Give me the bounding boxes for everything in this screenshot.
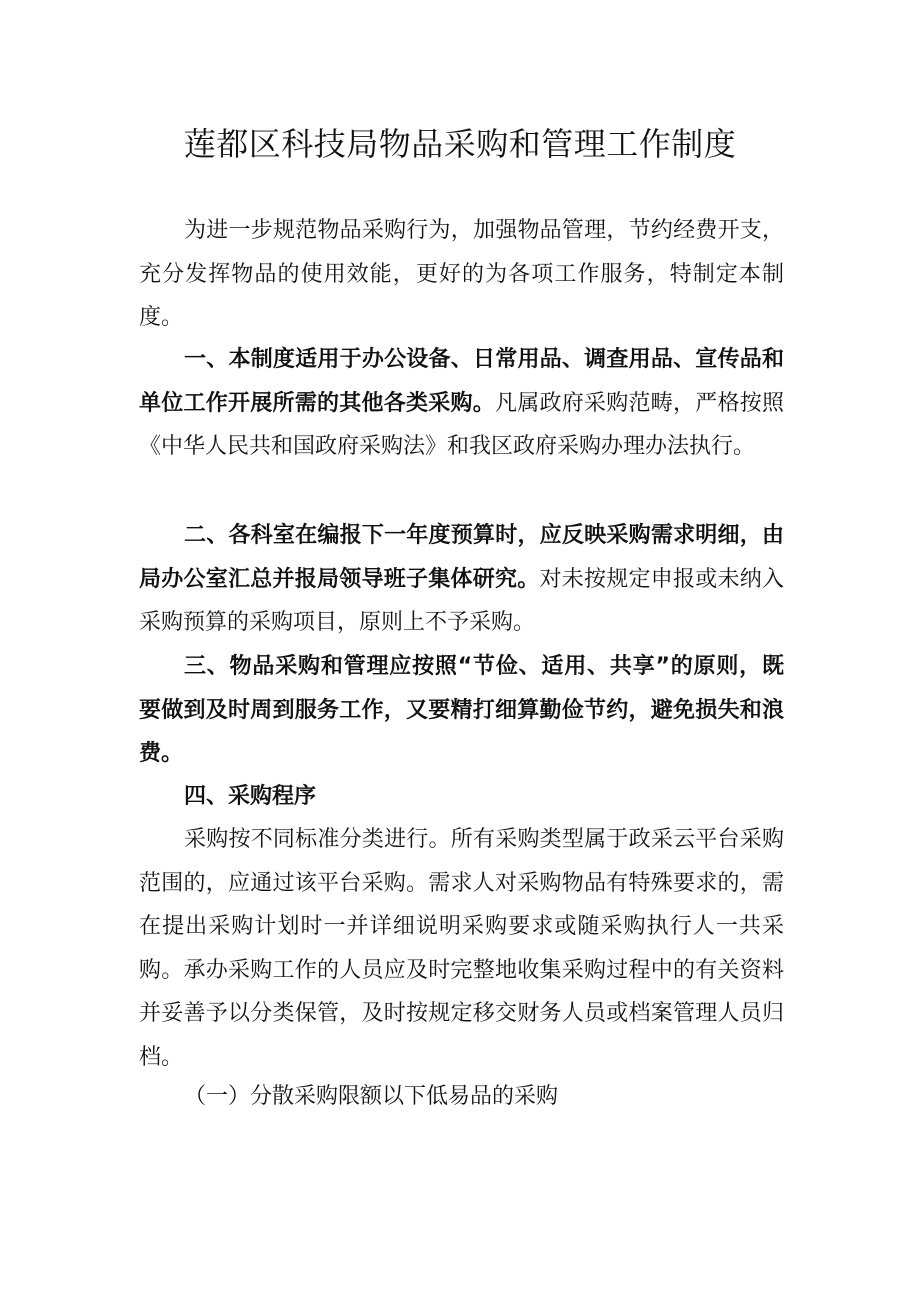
document-title: 莲都区科技局物品采购和管理工作制度 xyxy=(183,125,737,163)
procedure-paragraph: 采购按不同标准分类进行。所有采购类型属于政采云平台采购范围的，应通过该平台采购。需求人对采购物品有特殊要求的，需在提出采购计划时一并详细说明采购要求或随采购执行人一共采购。承办采购工作的人员应及时完整地收集采购过程中的有关资料并妥善予以分类保管，及时按规定移交财务人员或档案管理人员归档。 xyxy=(139,827,784,1070)
section-one-paragraph xyxy=(139,338,784,469)
section-two-bold-text: 二、各科室在编报下一年度预算时，应反映采购需求明细，由局办公室汇总并报局领导班子集体研究。 xyxy=(139,523,784,592)
section-four-heading: 四、采购程序 xyxy=(184,784,317,809)
section-one-bold-text: 一、本制度适用于办公设备、日常用品、调查用品、宣传品和单位工作开展所需的其他各类采购。 xyxy=(139,347,784,416)
intro-paragraph: 为进一步规范物品采购行为，加强物品管理，节约经费开支，充分发挥物品的使用效能，更好的为各项工作服务，特制定本制度。 xyxy=(139,218,784,330)
section-three-bold-text: 三、物品采购和管理应按照“节俭、适用、共享”的原则，既要做到及时周到服务工作，又要精打细算勤俭节约，避免损失和浪费。 xyxy=(139,654,784,766)
section-three-paragraph xyxy=(139,645,784,776)
section-two-paragraph xyxy=(139,514,784,645)
section-one-normal-text: 凡属政府采购范畴，严格按照《中华人民共和国政府采购法》和我区政府采购办理办法执行。 xyxy=(139,390,784,459)
subsection-heading: （一）分散采购限额以下低易品的采购 xyxy=(184,1084,559,1109)
section-two-normal-text: 对未按规定申报或未纳入采购预算的采购项目，原则上不予采购。 xyxy=(139,566,784,635)
